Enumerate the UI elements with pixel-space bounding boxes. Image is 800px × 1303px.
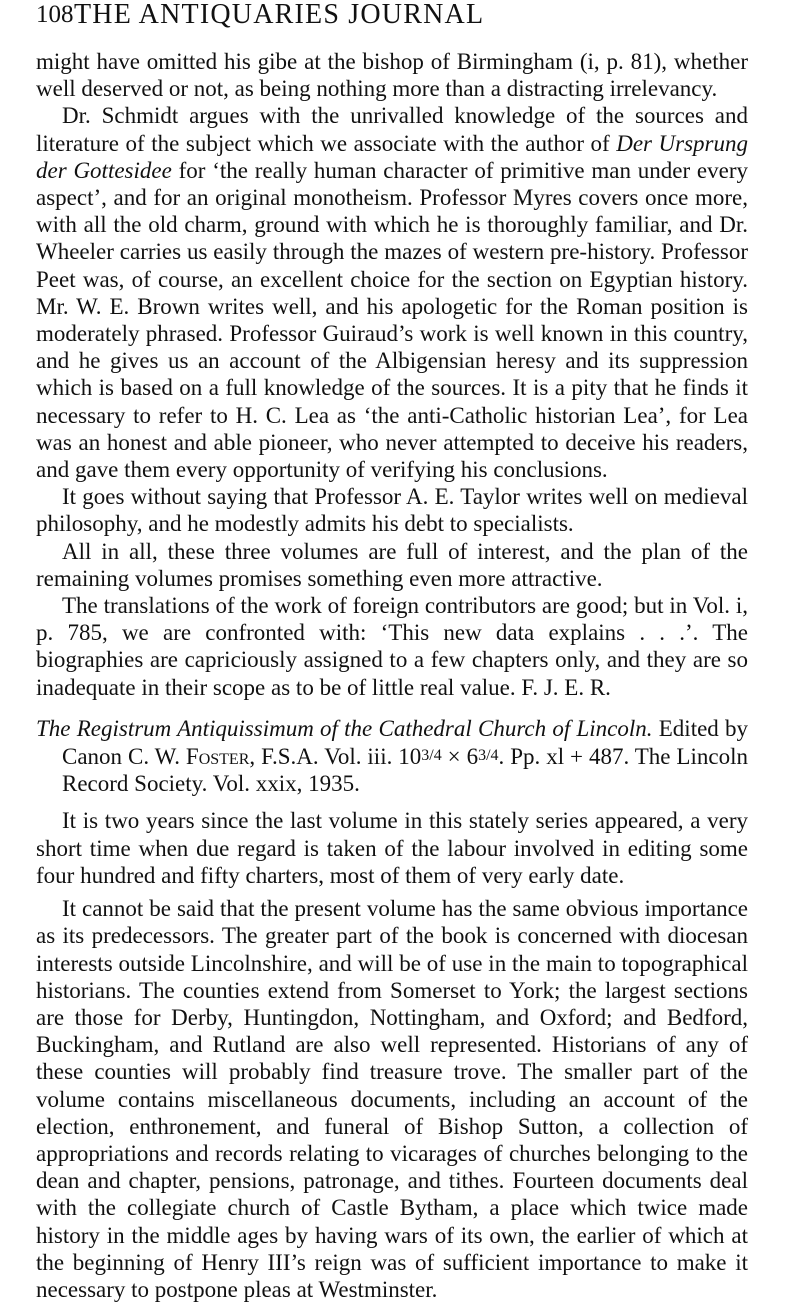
dimension-fraction: 3/4 xyxy=(478,747,499,765)
dimension-fraction: 3/4 xyxy=(421,747,442,765)
edited-by: Edited by Canon C. W. xyxy=(62,715,749,770)
review-heading xyxy=(36,715,748,798)
italic-book-title: Der Ursprung der Gottesidee xyxy=(36,130,748,183)
text-run: It goes without saying that Professor A. E. Taylor writes well on medieval philosophy, and he modestly admits his debt to specialists. xyxy=(36,484,748,537)
journal-page xyxy=(36,0,748,1303)
editor-name: Foster xyxy=(185,744,250,770)
review-paragraph-1: It is two years since the last volume in this stately series appeared, a very short time when due regard is taken of the labour involved in editing some four hundred and fifty charters, most of them of very early date. xyxy=(36,808,748,888)
text-run: The translations of the work of foreign contributors are good; but in Vol. i, p. 785, we are confronted with: ‘This new data explains . . .’. The biographies are capriciously assigned to a few chapters only, and they are so inadequate in their scope as to be of little real value. F. J. E. R. xyxy=(36,593,748,700)
paragraph-2 xyxy=(36,102,748,483)
text-run: might have omitted his gibe at the bishop of Birmingham (i, p. 81), whether well deserved or not, as being nothing more than a distracting irrelevancy. xyxy=(36,49,748,102)
journal-title: THE ANTIQUARIES JOURNAL xyxy=(74,0,485,30)
text-run: All in all, these three volumes are full of interest, and the plan of the remaining volumes promises something even more attractive. xyxy=(36,538,748,591)
running-head xyxy=(36,2,748,34)
body-text xyxy=(36,48,748,1303)
page-number: 108 xyxy=(36,1,74,28)
paragraph-3 xyxy=(36,483,748,537)
volume-details: , F.S.A. Vol. iii. 10 xyxy=(249,744,422,770)
publication-details: . Pp. xl + 487. The Lincoln Record Society. Vol. xxix, 1935. xyxy=(62,744,748,797)
text-run: Dr. Schmidt argues with the unrivalled knowledge of the sources and literature of the subject which we associate with the author of xyxy=(36,103,748,156)
reviewed-book-title: The Registrum Antiquissimum of the Cathedral Church of Lincoln. xyxy=(36,715,653,741)
paragraph-1 xyxy=(36,48,748,102)
review-paragraph-2: It cannot be said that the present volume has the same obvious importance as its predecessors. The greater part of the book is concerned with diocesan interests outside Lincolnshire, and will be of use in the main to topographical historians. The counties extend from Somerset to York; the largest sections are those for Derby, Huntingdon, Nottingham, and Oxford; and Bedford, Buckingham, and Rutland are also well represented. Historians of any of these counties will probably find treasure trove. The smaller part of the volume contains miscellaneous documents, including an account of the election, enthronement, and funeral of Bishop Sutton, a collection of appropriations and records relating to vicarages of churches belonging to the dean and chapter, pensions, patronage, and tithes. Fourteen documents deal with the collegiate church of Castle Bytham, a place which twice made history in the middle ages by having wars of its own, the earlier of which at the beginning of Henry III’s reign was of sufficient importance to make it necessary to postpone pleas at Westminster. xyxy=(36,896,748,1302)
review-body xyxy=(36,807,748,1303)
paragraph-5 xyxy=(36,592,748,701)
dimension-times: × 6 xyxy=(441,744,479,770)
text-run: for ‘the really human character of primitive man under every aspect’, and for an original monotheism. Professor Myres covers once more, with all the old charm, ground with which he is thoroughly familiar, and Dr. Wheeler carries us easily through the mazes of western pre-history. Professor Peet was, of course, an excellent choice for the section on Egyptian history. Mr. W. E. Brown writes well, and his apologetic for the Roman position is moderately phrased. Professor Guiraud’s work is well known in this country, and he gives us an account of the Albigensian heresy and its suppression which is based on a full knowledge of the sources. It is a pity that he finds it necessary to refer to H. C. Lea as ‘the anti-Catholic historian Lea’, for Lea was an honest and able pioneer, who never attempted to deceive his readers, and gave them every opportunity of verifying his conclusions. xyxy=(36,157,748,483)
paragraph-4 xyxy=(36,538,748,592)
